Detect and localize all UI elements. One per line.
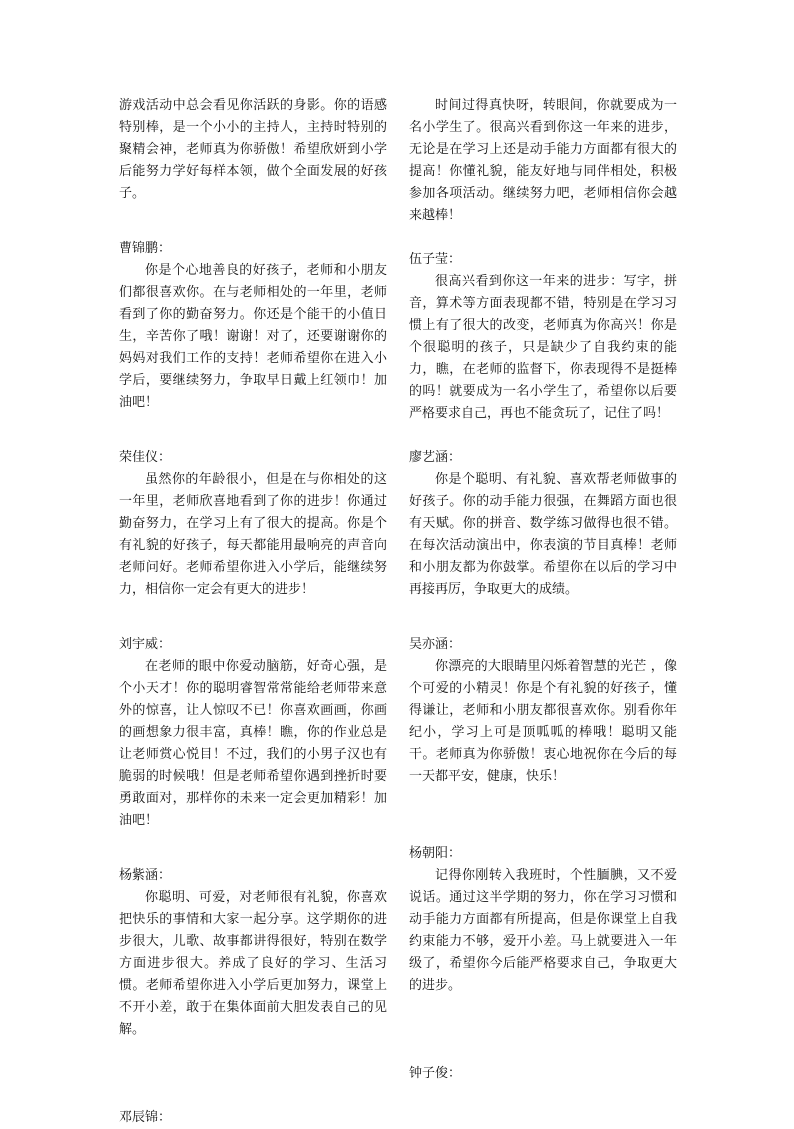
comment-text: 你是个聪明、有礼貌、喜欢帮老师做事的好孩子。你的动手能力很强，在舞蹈方面也很有天赋。你的拼音、数学练习做得也很不错。在每次活动演出中，你表演的节目真棒！老师和小朋友都为你鼓掌。希望你在以后的学习中再接再厉，争取更大的成绩。 — [409, 472, 677, 597]
comment-entry — [409, 634, 677, 788]
comment-text: 虽然你的年龄很小，但是在与你相处的这一年里，老师欣喜地看到了你的进步！你通过勤奋努力，在学习上有了很大的提高。你是个有礼貌的好孩子，每天都能用最响亮的声音向老师问好。老师希望你进入小学后，能继续努力，相信你一定会有更大的进步！ — [119, 472, 387, 597]
student-name: 廖艺涵： — [409, 450, 462, 465]
comment-text: 时间过得真快呀，转眼间，你就要成为一名小学生了。很高兴看到你这一年来的进步，无论是在学习上还是动手能力方面都有很大的提高！你懂礼貌，能友好地与同伴相处，积极参加各项活动。继续努力吧，老师相信你会越来越棒！ — [409, 98, 677, 223]
comment-entry — [119, 238, 387, 414]
comment-entry — [409, 95, 677, 227]
comment-entry — [119, 1107, 387, 1129]
comment-text: 记得你刚转入我班时，个性腼腆，又不爱说话。通过这半学期的努力，你在学习习惯和动手能力方面都有所提高，但是你课堂上自我约束能力不够，爱开小差。马上就要进入一年级了，希望你今后能严格要求自己，争取更大的进步。 — [409, 868, 677, 993]
comment-entry — [409, 249, 677, 425]
student-name: 吴亦涵： — [409, 637, 462, 652]
comment-text: 你是个心地善良的好孩子，老师和小朋友们都很喜欢你。在与老师相处的一年里，老师看到了你的勤奋努力。你还是个能干的小值日生，辛苦你了哦！谢谢！对了，还要谢谢你的妈妈对我们工作的支持！老师希望你在进入小学后，要继续努力，争取早日戴上红领巾！加油吧！ — [119, 263, 387, 410]
student-name: 曹锦鹏： — [119, 241, 172, 256]
comment-entry — [119, 634, 387, 832]
comment-text: 在老师的眼中你爱动脑筋，好奇心强，是个小天才！你的聪明睿智常常能给老师带来意外的惊喜，让人惊叹不已！你喜欢画画，你画的画想象力很丰富，真棒！瞧，你的作业总是让老师赏心悦目！不过，我们的小男子汉也有脆弱的时候哦！但是老师希望你遇到挫折时要勇敢面对，那样你的未来一定会更加精彩！加油吧！ — [119, 659, 387, 828]
comment-text: 你聪明、可爱，对老师很有礼貌，你喜欢把快乐的事情和大家一起分享。这学期你的进步很大，儿歌、故事都讲得很好，特别在数学方面进步很大。养成了良好的学习、生活习惯。老师希望你进入小学后更加努力，课堂上不开小差，敢于在集体面前大胆发表自己的见解。 — [119, 890, 387, 1037]
student-name: 杨朝阳： — [409, 846, 462, 861]
student-name: 杨紫涵： — [119, 868, 172, 883]
comment-entry — [119, 447, 387, 601]
comment-entry — [409, 843, 677, 997]
student-name: 荣佳仪： — [119, 450, 172, 465]
comment-entry — [119, 865, 387, 1041]
comment-entry — [119, 95, 387, 205]
student-name: 伍子莹： — [409, 252, 462, 267]
comment-entry — [409, 447, 677, 601]
comment-text: 游戏活动中总会看见你活跃的身影。你的语感特别棒，是一个小小的主持人，主持时特别的聚精会神，老师真为你骄傲！希望欣妍到小学后能努力学好每样本领，做个全面发展的好孩子。 — [119, 98, 387, 201]
right-column — [409, 95, 677, 1085]
comment-text: 你漂亮的大眼睛里闪烁着智慧的光芒 ，像个可爱的小精灵！你是个有礼貌的好孩子，懂得谦让，老师和小朋友都很喜欢你。别看你年纪小，学习上可是顶呱呱的棒哦！聪明又能干。老师真为你骄傲！衷心地祝你在今后的每一天都平安，健康，快乐！ — [409, 659, 677, 784]
student-name: 钟子俊： — [409, 1066, 462, 1081]
left-column — [119, 95, 387, 1129]
student-name: 邓辰锦： — [119, 1110, 172, 1125]
student-name: 刘宇威： — [119, 637, 172, 652]
comment-entry — [409, 1063, 677, 1085]
comment-text: 很高兴看到你这一年来的进步：写字，拼音，算术等方面表现都不错，特别是在学习习惯上有了很大的改变，老师真为你高兴！你是个很聪明的孩子，只是缺少了自我约束的能力，瞧，在老师的监督下，你表现得不是挺棒的吗！就要成为一名小学生了，希望你以后要严格要求自己，再也不能贪玩了，记住了吗！ — [409, 274, 677, 421]
